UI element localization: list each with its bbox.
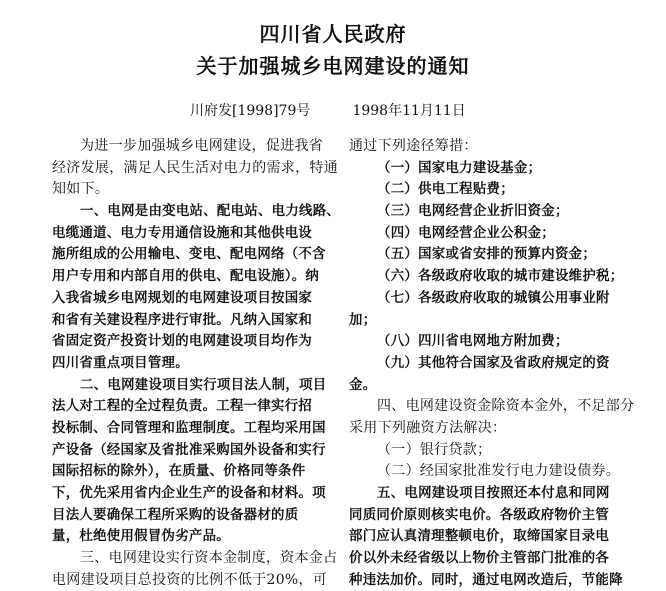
- text-line: 四、电网建设资金除资本金外，不足部分: [377, 398, 635, 415]
- document-title-line-1: 四川省人民政府: [259, 22, 407, 46]
- text-line: （二）经国家批准发行电力建设债券。: [377, 463, 621, 480]
- text-line: 四川省重点项目管理。: [52, 355, 189, 371]
- text-line: 价以外未经省级以上物价主管部门批准的各: [349, 551, 610, 567]
- text-line: 施所组成的公用输电、变电、配电网络（不含: [52, 247, 326, 263]
- text-line: 和省有关建设程序进行审批。凡纳入国家和: [52, 312, 313, 328]
- text-line: 同质同价原则核实电价。各级政府物价主管: [349, 507, 610, 523]
- document-meta: [190, 100, 466, 120]
- right-column: [349, 136, 635, 591]
- document-date: 1998年11月11日: [352, 103, 466, 119]
- document-title-line-2: 关于加强城乡电网建设的通知: [196, 54, 470, 78]
- text-line: （一）银行贷款；: [377, 441, 492, 458]
- text-line: 电网建设项目总投资的比例不低于20%，可: [52, 571, 328, 588]
- text-line: 下，优先采用省内企业生产的设备和材料。项: [52, 486, 326, 501]
- text-line: 五、电网建设项目按照还本付息和同网: [377, 486, 610, 501]
- text-line: （一）国家电力建设基金；: [377, 160, 542, 176]
- text-line: 三、电网建设实行资本金制度，资本金占: [80, 550, 338, 567]
- text-line: 电缆通道、电力专用通信设施和其他供电设: [52, 225, 313, 241]
- text-line: （二）供电工程贴费；: [377, 182, 514, 198]
- text-line: 目法人要确保工程所采购的设备器材的质: [52, 507, 299, 523]
- text-line: 种违法加价。同时，通过电网改造后，节能降: [349, 572, 623, 588]
- text-line: 为进一步加强城乡电网建设，促进我省: [80, 138, 324, 154]
- text-line: 入我省城乡电网规划的电网建设项目按国家: [52, 290, 313, 306]
- text-line: （三）电网经营企业折旧资金；: [377, 204, 569, 220]
- text-line: （四）电网经营企业公积金；: [377, 225, 555, 241]
- text-line: 采用下列融资方法解决：: [349, 419, 507, 436]
- text-line: 二、电网建设项目实行项目法人制，项目: [80, 377, 327, 393]
- text-line: （六）各级政府收取的城市建设维护税；: [377, 269, 624, 285]
- text-line: 投标制、合同管理和监理制度。工程均采用国: [52, 420, 326, 436]
- text-line: 省固定资产投资计划的电网建设项目均作为: [52, 334, 313, 350]
- text-line: 用户专用和内部自用的供电、配电设施）。纳: [52, 269, 320, 285]
- document-number: 川府发[1998]79号: [190, 103, 311, 119]
- text-line: （八）四川省电网地方附加费；: [377, 334, 569, 350]
- text-line: （七）各级政府收取的城镇公用事业附: [377, 290, 610, 306]
- text-line: （九）其他符合国家及省政府规定的资: [377, 355, 610, 371]
- text-line: 量，杜绝使用假冒伪劣产品。: [52, 529, 230, 545]
- text-line: 产设备（经国家及省批准采购国外设备和实行: [52, 442, 326, 458]
- text-line: 金。: [349, 377, 377, 393]
- text-line: 经济发展，满足人民生活对电力的需求，特通: [52, 159, 338, 176]
- text-line: 部门应认真清理整顿电价，取缔国家目录电: [349, 529, 610, 545]
- text-line: （五）国家或省安排的预算内资金；: [377, 247, 597, 263]
- text-line: 法人对工程的全过程负责。工程一律实行招: [52, 399, 313, 415]
- text-line: 知如下。: [52, 181, 110, 198]
- text-line: 国际招标的除外），在质量、价格同等条件: [52, 464, 306, 480]
- text-line: 通过下列途径筹措：: [349, 138, 478, 154]
- text-line: 一、电网是由变电站、配电站、电力线路、: [80, 204, 341, 220]
- left-column: [52, 136, 341, 591]
- text-line: 加；: [349, 312, 377, 328]
